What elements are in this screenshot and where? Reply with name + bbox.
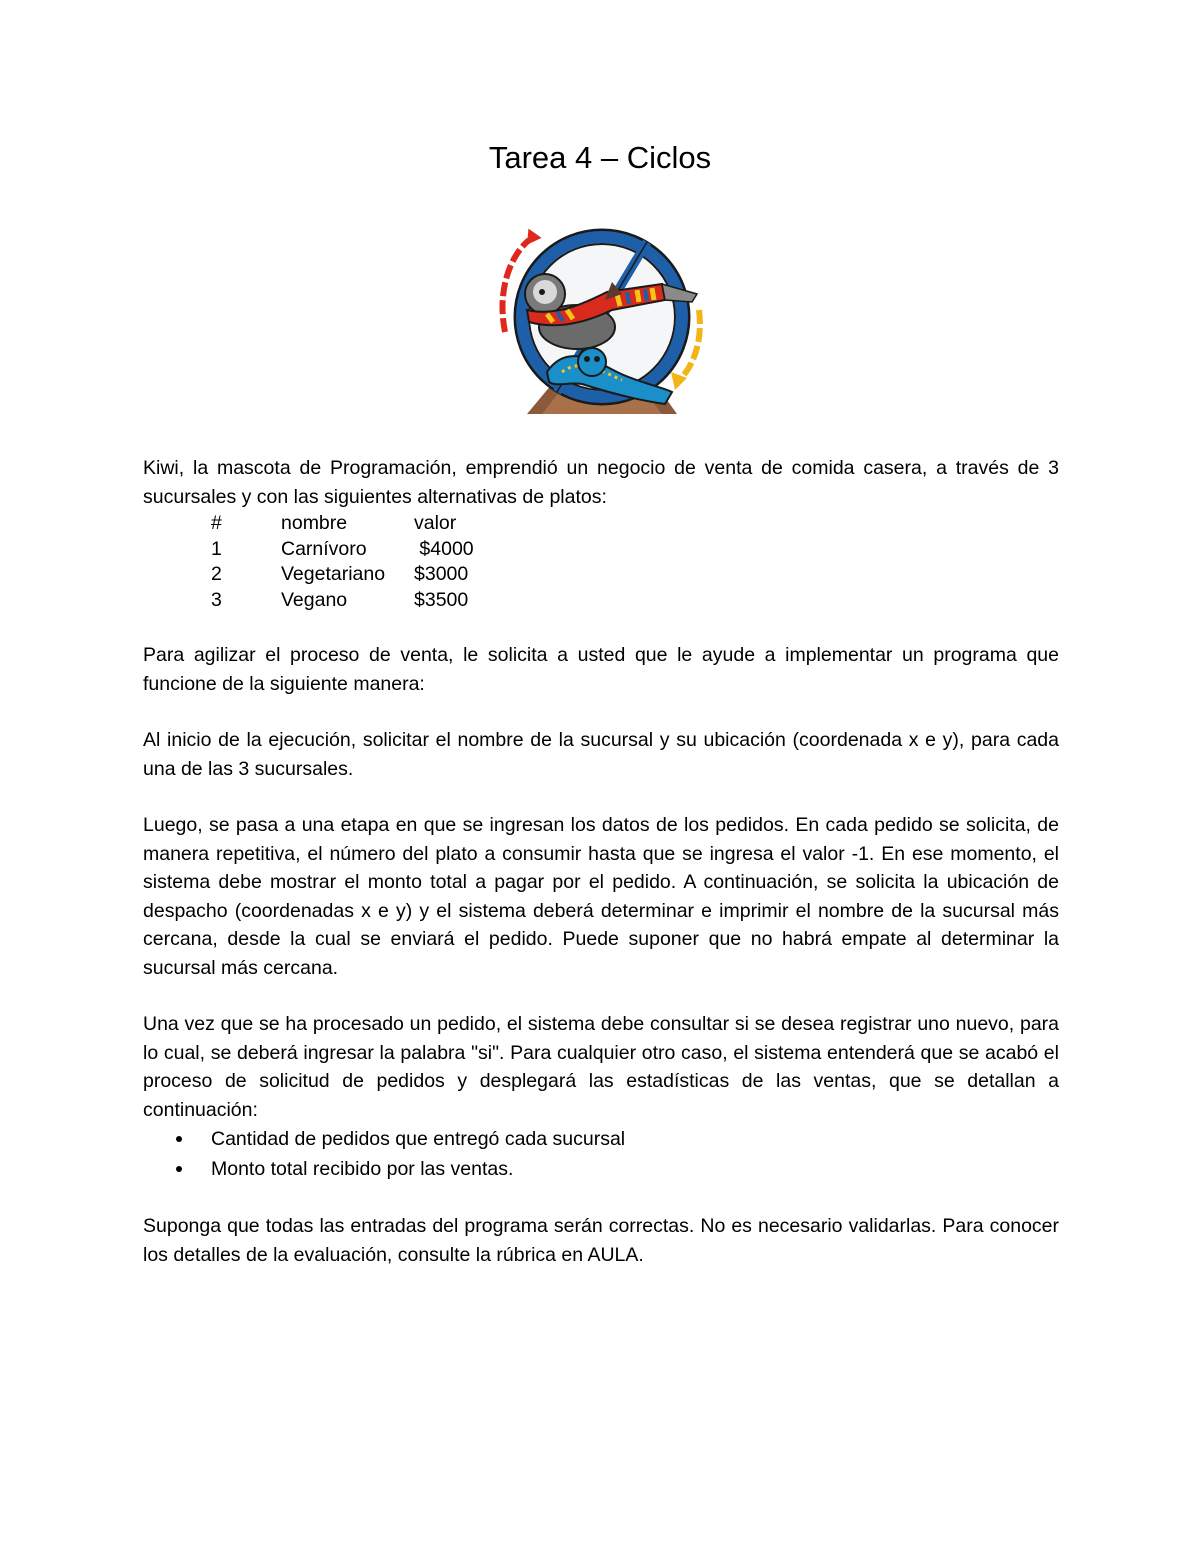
table-header-row: [211, 511, 474, 537]
table-cell: 1: [211, 537, 222, 560]
document-title: Tarea 4 – Ciclos: [488, 140, 712, 175]
table-header: #: [211, 512, 222, 534]
list-item-text: Monto total recibido por las ventas.: [211, 1158, 514, 1180]
list-item: [143, 1124, 1059, 1154]
list-item: [143, 1154, 1059, 1184]
spacer: [143, 982, 1059, 1010]
spacer: [143, 613, 1059, 641]
table-row: [211, 537, 474, 563]
spacer: [143, 698, 1059, 726]
table-cell: $3500: [414, 588, 469, 611]
table-row: [211, 562, 474, 588]
table-cell: Carnívoro: [281, 537, 367, 560]
paragraph-1: Para agilizar el proceso de venta, le solicita a usted que le ayude a implementar un programa que funcione de la siguiente manera:: [143, 644, 1059, 695]
paragraph-2: Al inicio de la ejecución, solicitar el nombre de la sucursal y su ubicación (coordenada x e y), para cada una de las 3 sucursales.: [143, 729, 1059, 780]
table-row: [211, 588, 474, 614]
table-header: nombre: [281, 512, 348, 534]
spacer: [143, 783, 1059, 811]
table-cell: 3: [211, 588, 222, 611]
bullet-icon: [176, 1166, 182, 1172]
table-cell: $3000: [414, 563, 469, 585]
paragraph-5: Suponga que todas las entradas del programa serán correctas. No es necesario validarlas. Para conocer los detalles de la evaluación, consulte la rúbrica en AULA.: [143, 1215, 1059, 1266]
intro-paragraph: Kiwi, la mascota de Programación, emprendió un negocio de venta de comida casera, a través de 3 sucursales y con las siguientes alternativas de platos:: [143, 457, 1059, 508]
bullet-icon: [176, 1136, 182, 1142]
table-cell: $4000: [414, 537, 474, 560]
menu-table: [211, 511, 474, 613]
paragraph-4: Una vez que se ha procesado un pedido, el sistema debe consultar si se desea registrar uno nuevo, para lo cual, se deberá ingresar la palabra "si". Para cualquier otro caso, el sistema entenderá que se acabó el proceso de solicitud de pedidos y desplegará las estadísticas de las ventas, que se detallan a continuación:: [143, 1013, 1059, 1121]
table-header: valor: [414, 512, 457, 534]
document-body: [143, 454, 1059, 1269]
kiwi-mascot-wheel-icon: [487, 222, 717, 418]
statistics-list: [143, 1124, 1059, 1184]
list-item-text: Cantidad de pedidos que entregó cada sucursal: [211, 1128, 626, 1150]
spacer: [143, 1184, 1059, 1212]
table-cell: Vegetariano: [281, 563, 386, 585]
paragraph-3: Luego, se pasa a una etapa en que se ingresan los datos de los pedidos. En cada pedido se solicita, de manera repetitiva, el número del plato a consumir hasta que se ingresa el valor -1. En ese momento, el sistema debe mostrar el monto total a pagar por el pedido. A continuación, se solicita la ubicación de despacho (coordenadas x e y) y el sistema deberá determinar e imprimir el nombre de la sucursal más cercana, desde la cual se enviará el pedido. Puede suponer que no habrá empate al determinar la sucursal más cercana.: [143, 814, 1059, 979]
table-cell: 2: [211, 563, 222, 585]
table-cell: Vegano: [281, 588, 348, 611]
